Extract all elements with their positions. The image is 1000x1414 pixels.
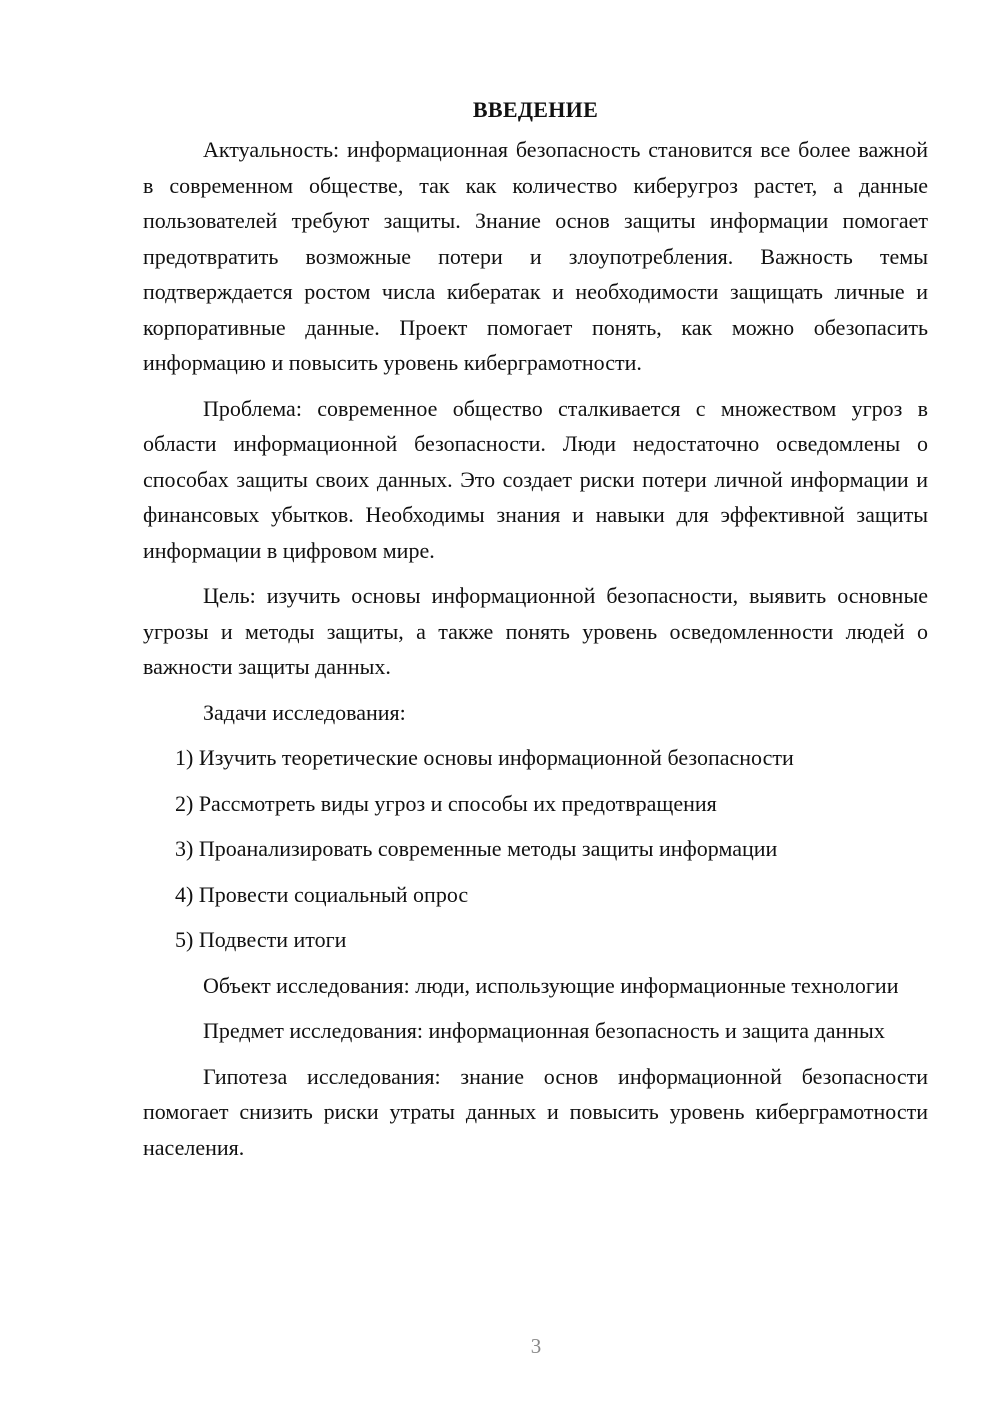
problem-paragraph: Проблема: современное общество сталкивается с множеством угроз в области информационной безопасности. Люди недостаточно осведомлены о способах защиты своих данных. Это создает риски потери личной информации и финансовых убытков. Необходимы знания и навыки для эффективной защиты информации в цифровом мире. (143, 395, 928, 563)
hypothesis-paragraph: Гипотеза исследования: знание основ информационной безопасности помогает снизить риски утраты данных и повысить уровень киберграмотности населения. (143, 1063, 928, 1160)
task-item-5: 5) Подвести итоги (175, 927, 347, 952)
tasks-heading: Задачи исследования: (203, 699, 406, 725)
page-content (143, 96, 928, 1175)
task-item-3: 3) Проанализировать современные методы защиты информации (175, 836, 778, 861)
task-item-4: 4) Провести социальный опрос (175, 881, 469, 907)
subject-paragraph: Предмет исследования: информационная безопасность и защита данных (203, 1018, 885, 1043)
relevance-paragraph: Актуальность: информационная безопасность становится все более важной в современном обществе, так как количество киберугроз растет, а данные пользователей требуют защиты. Знание основ защиты информации помогает предотвратить возможные потери и злоупотребления. Важность темы подтверждается ростом числа кибератак и необходимости защищать личные и корпоративные данные. Проект помогает понять, как можно обезопасить информацию и повысить уровень киберграмотности. (143, 137, 928, 375)
object-paragraph: Объект исследования: люди, использующие информационные технологии (203, 972, 899, 998)
page-number: 3 (530, 1334, 542, 1358)
task-item-2: 2) Рассмотреть виды угроз и способы их предотвращения (175, 790, 717, 816)
task-item-1: 1) Изучить теоретические основы информационной безопасности (175, 745, 794, 770)
page-title: ВВЕДЕНИЕ (472, 97, 599, 122)
goal-paragraph: Цель: изучить основы информационной безопасности, выявить основные угрозы и методы защиты, а также понять уровень осведомленности людей о важности защиты данных. (143, 583, 928, 679)
task-list (143, 740, 928, 958)
